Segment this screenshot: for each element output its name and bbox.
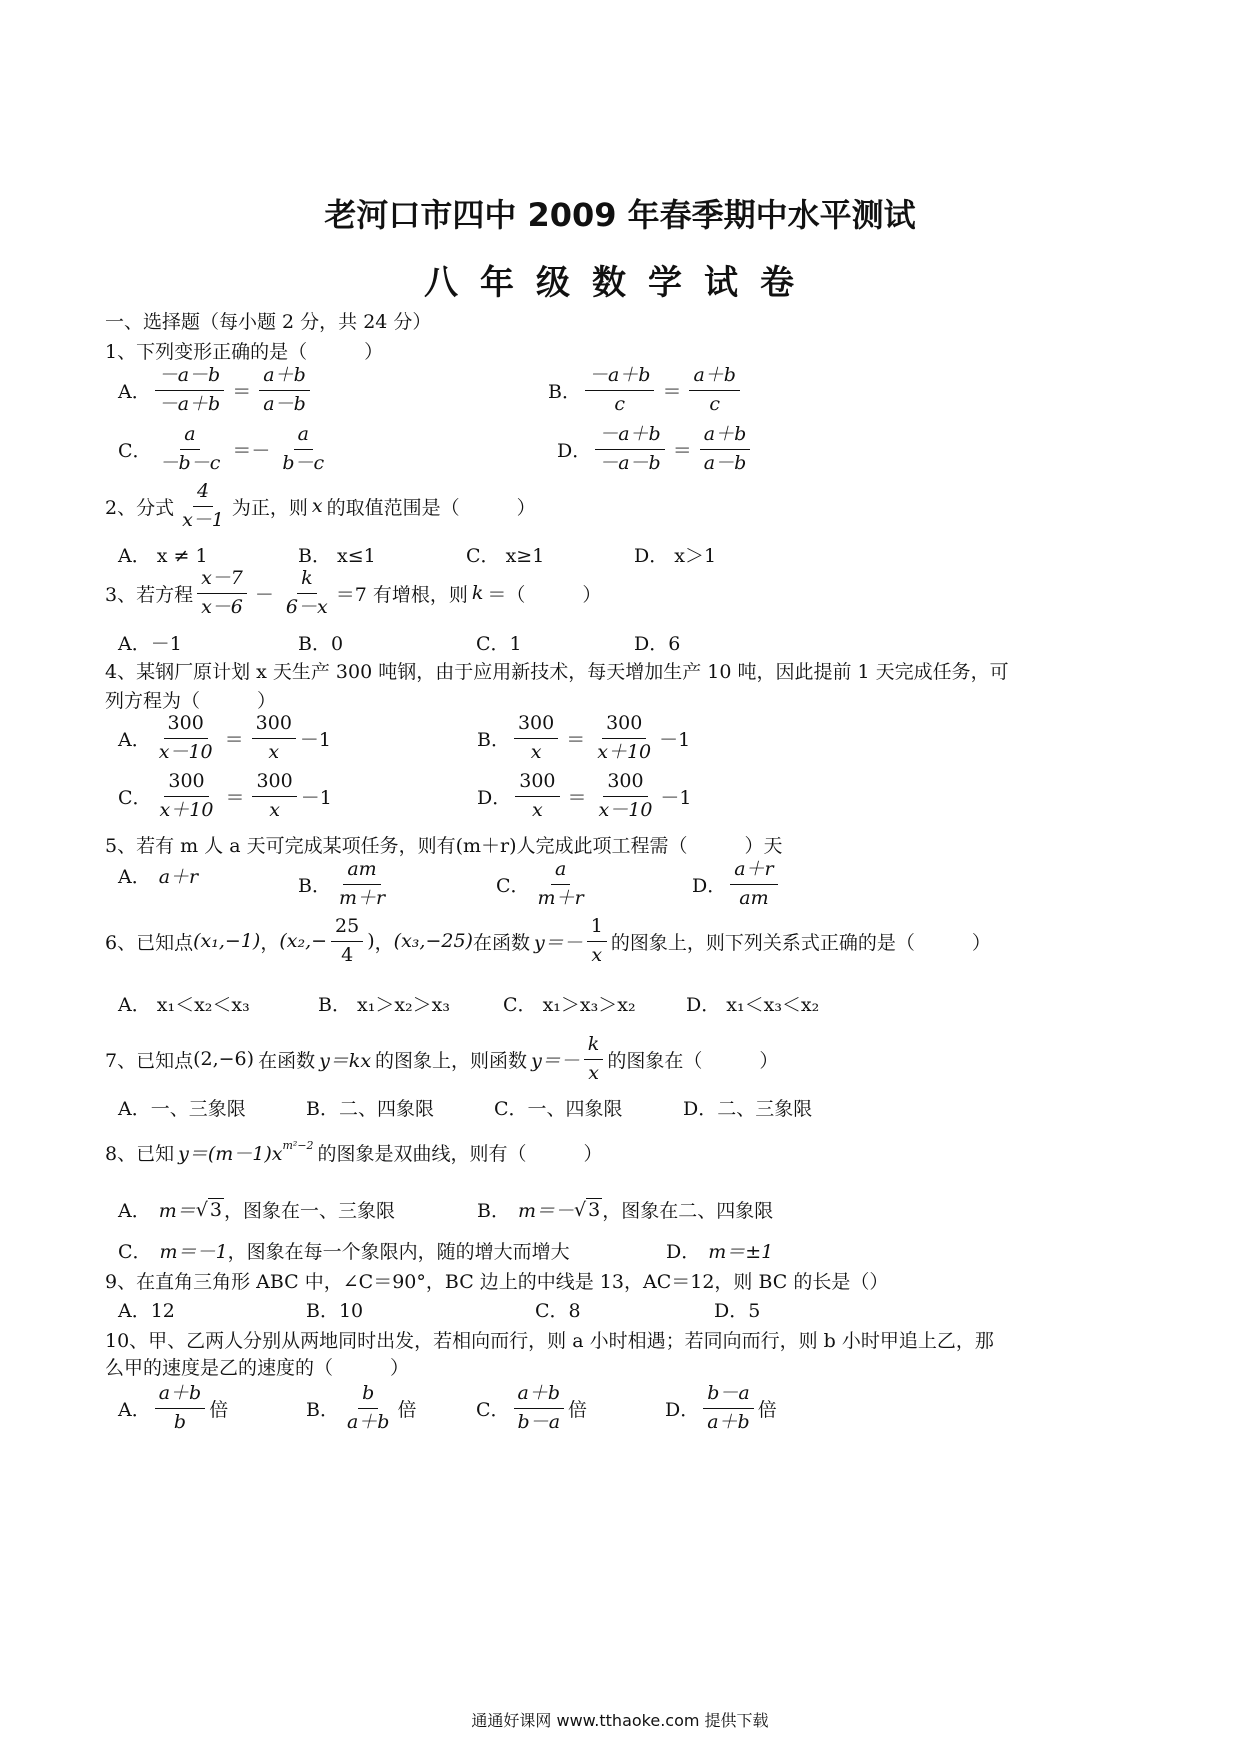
option-label: A．: [118, 380, 151, 403]
variable: k: [471, 582, 484, 605]
q8-stem: [105, 1139, 603, 1166]
fraction: [595, 770, 657, 823]
q9-stem: 9、在直角三角形 ABC 中，∠C＝90°，BC 边上的中线是 13，AC＝12，则 BC 的长是（）: [105, 1271, 889, 1293]
fraction: [593, 712, 655, 765]
q7-option-b: B．二、四象限: [306, 1098, 434, 1120]
q1-option-c: [118, 423, 332, 476]
q3-option-b: B．0: [298, 633, 344, 655]
denominator: b－a: [517, 1410, 561, 1433]
q7-option-a: A．一、三象限: [118, 1098, 246, 1120]
section-heading: 一、选择题（每小题 2 分，共 24 分）: [105, 311, 432, 333]
option-label: B．: [477, 1200, 510, 1222]
q10-option-b: [306, 1382, 416, 1435]
fraction: [155, 1382, 206, 1435]
point: (2,−6): [193, 1048, 255, 1071]
option-label: B．: [306, 1398, 339, 1421]
stem-text: 的图象上，则函数: [375, 1049, 528, 1072]
stem-text: 为正，则: [231, 496, 308, 519]
denominator: x－6: [201, 595, 243, 618]
q2-option-b: B． x≤1: [298, 545, 376, 567]
denominator: c: [709, 392, 721, 415]
unit-text: 倍: [209, 1398, 229, 1421]
q7-option-c: C．一、四象限: [494, 1098, 623, 1120]
denominator: m＋r: [338, 886, 386, 909]
denominator: c: [614, 392, 626, 415]
q4-option-d: [477, 770, 692, 823]
numerator: 300: [164, 770, 208, 797]
fraction: [156, 770, 218, 823]
operator: ＝: [566, 728, 586, 751]
unit-text: 倍: [568, 1398, 588, 1421]
denominator: －b－c: [159, 451, 221, 474]
radicand: 3: [209, 1198, 222, 1221]
numerator: b－a: [703, 1382, 754, 1409]
variable: x: [311, 495, 323, 518]
q10-option-d: [665, 1382, 777, 1435]
q8-option-c: [118, 1237, 570, 1264]
sqrt-symbol: √ 3: [574, 1198, 601, 1221]
stem-text: 2、分式: [105, 496, 175, 519]
fraction: [587, 915, 607, 968]
exponent: m²−2: [282, 1139, 314, 1152]
numerator: 300: [164, 712, 208, 739]
stem-text: 6、已知点: [105, 931, 194, 954]
fraction: [197, 567, 247, 620]
point-2-end: ): [367, 930, 375, 953]
point-3: (x₃,−25): [393, 930, 473, 953]
option-label: C．: [118, 439, 152, 462]
operator: ＝: [232, 380, 252, 403]
option-label: A．: [118, 728, 151, 751]
fraction: [534, 858, 588, 911]
stem-text: 3、若方程: [105, 583, 194, 606]
expression: m＝－1: [159, 1241, 228, 1263]
option-label: D．: [557, 439, 592, 462]
q4-option-a: [118, 712, 331, 765]
fraction: [252, 770, 296, 823]
denominator: －a＋b: [158, 392, 221, 415]
numerator: a＋b: [700, 423, 751, 450]
numerator: －a－b: [155, 364, 225, 391]
option-label: D．: [666, 1241, 701, 1263]
expression: m＝±1: [708, 1241, 774, 1263]
q7-stem: [105, 1033, 778, 1086]
option-text: ，图象在每一个象限内，随的增大而增大: [227, 1241, 570, 1263]
stem-text: 的图象是双曲线，则有（ ）: [317, 1143, 603, 1165]
operator: ＝－: [232, 439, 271, 462]
stem-text: ＝7 有增根，则: [335, 583, 468, 606]
denominator: m＋r: [537, 886, 584, 909]
numerator: a＋b: [259, 364, 310, 391]
stem-text: 的取值范围是（ ）: [326, 496, 536, 519]
q10-option-a: [118, 1382, 228, 1435]
fraction: [282, 567, 332, 620]
expression-tail: －1: [299, 728, 332, 751]
q8-option-b: [477, 1196, 773, 1223]
denominator: x－10: [598, 798, 653, 821]
q1-stem: 1、下列变形正确的是（ ）: [105, 341, 384, 363]
denominator: x: [591, 943, 603, 966]
q2-stem: [105, 480, 536, 533]
expression-tail: －1: [660, 786, 692, 809]
numerator: 4: [193, 480, 213, 507]
q5-option-d: [692, 858, 782, 911]
option-label: C．: [476, 1398, 510, 1421]
denominator: x＋10: [597, 740, 652, 763]
denominator: b: [173, 1410, 187, 1433]
stem-text: 的图象上，则下列关系式正确的是（ ）: [610, 931, 991, 954]
denominator: a＋b: [346, 1410, 390, 1433]
function-expression: y＝－: [531, 1049, 580, 1072]
q6-option-a: A． x₁＜x₂＜x₃: [118, 994, 250, 1016]
option-text: ，图象在一、三象限: [223, 1200, 395, 1222]
function-expression: y＝－: [533, 931, 583, 954]
q5-option-a: [118, 862, 198, 889]
expression: m＝－: [517, 1200, 574, 1222]
denominator: 4: [341, 943, 354, 966]
fraction: [335, 858, 389, 911]
numerator: a＋b: [689, 364, 740, 391]
separator: ，: [260, 931, 280, 954]
numerator: 25: [331, 915, 363, 942]
option-label: B．: [548, 380, 581, 403]
denominator: am: [739, 886, 769, 909]
q6-option-b: B． x₁＞x₂＞x₃: [318, 994, 450, 1016]
q2-option-a: A． x ≠ 1: [118, 545, 208, 567]
sqrt-symbol: √ 3: [195, 1198, 222, 1221]
option-label: D．: [692, 874, 727, 897]
q3-stem: [105, 567, 601, 620]
denominator: a＋b: [707, 1410, 750, 1433]
q10-stem-line2: 么甲的速度是乙的速度的（ ）: [105, 1357, 410, 1379]
q3-option-c: C．1: [476, 633, 522, 655]
option-label: B．: [477, 728, 510, 751]
operator: ＝: [224, 728, 244, 751]
operator: ＝: [662, 380, 682, 403]
denominator: x: [532, 798, 543, 821]
q4-stem-line1: 4、某钢厂原计划 x 天生产 300 吨钢，由于应用新技术，每天增加生产 10 吨，因此提前 1 天完成任务，可: [105, 661, 1009, 683]
operator: －: [254, 583, 274, 606]
exam-title: 老河口市四中 2009 年春季期中水平测试: [324, 196, 916, 234]
option-label: C．: [496, 874, 530, 897]
fraction: [700, 423, 751, 476]
expression-tail: －1: [300, 786, 332, 809]
numerator: 300: [514, 712, 558, 739]
q7-option-d: D．二、三象限: [683, 1098, 813, 1120]
numerator: am: [343, 858, 380, 885]
fraction: [155, 364, 225, 417]
numerator: －a＋b: [585, 364, 655, 391]
numerator: 1: [587, 915, 607, 942]
numerator: 300: [515, 770, 559, 797]
numerator: 300: [602, 712, 646, 739]
numerator: k: [297, 567, 317, 594]
q5-stem: 5、若有 m 人 a 天可完成某项任务，则有(m＋r)人完成此项工程需（ ）天: [105, 835, 783, 857]
fraction: [689, 364, 740, 417]
numerator: a: [180, 423, 199, 450]
expression: a＋r: [158, 866, 199, 888]
function-expression: y＝kx: [319, 1049, 372, 1072]
q10-stem-line1: 10、甲、乙两人分别从两地同时出发，若相向而行，则 a 小时相遇；若同向而行，则 b 小时甲追上乙，那: [105, 1330, 994, 1352]
q6-option-c: C． x₁＞x₃＞x₂: [503, 994, 636, 1016]
q8-option-a: [118, 1196, 395, 1223]
operator: ＝: [567, 786, 587, 809]
option-label: C．: [118, 1241, 152, 1263]
operator: ＝: [672, 439, 692, 462]
fraction: [155, 712, 217, 765]
q9-option-b: B．10: [306, 1300, 364, 1322]
q4-option-b: [477, 712, 690, 765]
denominator: a－b: [703, 451, 747, 474]
stem-text: 8、已知: [105, 1143, 175, 1165]
denominator: x－10: [158, 740, 213, 763]
stem-text: 在函数: [472, 931, 530, 954]
denominator: x: [268, 740, 280, 763]
fraction: [514, 712, 558, 765]
fraction: [515, 770, 559, 823]
numerator: 300: [252, 712, 296, 739]
denominator: x: [530, 740, 542, 763]
numerator: x－7: [197, 567, 247, 594]
expression: m＝: [158, 1200, 196, 1222]
numerator: a: [294, 423, 313, 450]
option-label: A．: [118, 1200, 151, 1222]
fraction: [178, 480, 228, 533]
stem-text: 的图象在（ ）: [607, 1049, 779, 1072]
q4-stem-line2: 列方程为（ ）: [105, 690, 277, 712]
numerator: a＋r: [730, 858, 777, 885]
fraction: [156, 423, 225, 476]
q1-option-b: [548, 364, 744, 417]
denominator: x: [588, 1061, 599, 1084]
option-label: B．: [298, 874, 331, 897]
point-1: (x₁,−1): [193, 930, 261, 953]
separator: ，: [374, 931, 394, 954]
numerator: b: [358, 1382, 378, 1409]
option-label: C．: [118, 786, 152, 809]
stem-text: 7、已知点: [105, 1049, 194, 1072]
q6-option-d: D． x₁＜x₃＜x₂: [686, 994, 820, 1016]
option-text: ，图象在二、四象限: [602, 1200, 774, 1222]
q5-option-b: [298, 858, 393, 911]
operator: ＝: [225, 786, 245, 809]
denominator: x－1: [182, 508, 224, 531]
fraction: [252, 712, 296, 765]
fraction: [584, 1033, 604, 1086]
denominator: x＋10: [159, 798, 214, 821]
q2-option-c: C． x≥1: [466, 545, 545, 567]
q3-option-a: A．－1: [118, 633, 182, 655]
q1-option-a: [118, 364, 314, 417]
fraction: [331, 915, 363, 968]
q2-option-d: D． x＞1: [634, 545, 717, 567]
q4-option-c: [118, 770, 332, 823]
fraction: [259, 364, 310, 417]
page-footer: 通通好课网 www.tthaoke.com 提供下载: [471, 1711, 769, 1730]
fraction: [343, 1382, 394, 1435]
stem-text: ＝（ ）: [487, 583, 602, 606]
function-expression: y＝(m－1)x: [178, 1143, 283, 1165]
option-label: A．: [118, 1398, 151, 1421]
exam-subtitle: 八年级数学试卷: [424, 263, 816, 303]
denominator: b－c: [282, 451, 325, 474]
numerator: 300: [603, 770, 647, 797]
q9-option-c: C．8: [535, 1300, 581, 1322]
fraction: [730, 858, 777, 911]
numerator: a＋b: [155, 1382, 206, 1409]
fraction: [703, 1382, 754, 1435]
expression-tail: －1: [659, 728, 691, 751]
fraction: [514, 1382, 565, 1435]
option-label: D．: [665, 1398, 700, 1421]
q9-option-a: A．12: [118, 1300, 175, 1322]
point-2-start: (x₂,−: [279, 930, 328, 953]
q1-option-d: [557, 423, 754, 476]
numerator: a: [551, 858, 570, 885]
numerator: －a＋b: [595, 423, 665, 450]
q10-option-c: [476, 1382, 587, 1435]
denominator: x: [269, 798, 280, 821]
denominator: 6－x: [285, 595, 328, 618]
fraction: [585, 364, 655, 417]
q5-option-c: [496, 858, 592, 911]
q9-option-d: D．5: [714, 1300, 761, 1322]
unit-text: 倍: [397, 1398, 417, 1421]
stem-text: 在函数: [258, 1049, 316, 1072]
denominator: －a－b: [599, 451, 661, 474]
q8-option-d: [666, 1237, 773, 1264]
fraction: [595, 423, 665, 476]
numerator: a＋b: [514, 1382, 565, 1409]
radicand: 3: [588, 1198, 601, 1221]
q3-option-d: D．6: [634, 633, 681, 655]
denominator: a－b: [263, 392, 306, 415]
fraction: [278, 423, 328, 476]
q6-stem: [105, 915, 991, 968]
option-label: D．: [477, 786, 512, 809]
numerator: 300: [252, 770, 296, 797]
numerator: k: [584, 1033, 604, 1060]
option-label: A．: [118, 866, 151, 888]
unit-text: 倍: [757, 1398, 777, 1421]
